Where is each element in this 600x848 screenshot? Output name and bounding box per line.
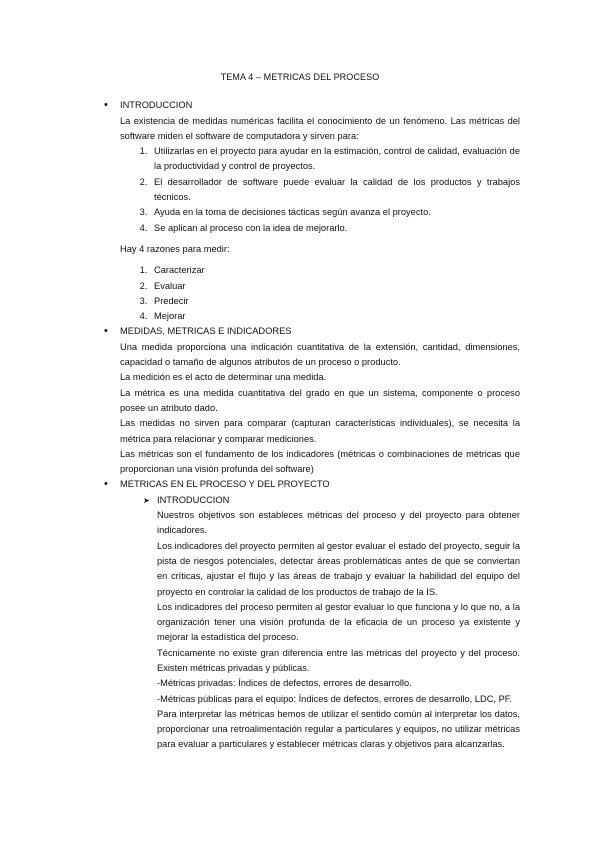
uses-list: [120, 144, 520, 236]
paragraph: Para interpretar las métricas hemos de utilizar el sentido común al interpretar los datos, proporcionar una retroalimentación regular a particulares y equipos, no utilizar métricas para evaluar a particulares y establecer métricas claras y objetivos para alcanzarlas.: [157, 708, 520, 750]
list-item: 3. Predecir: [150, 294, 520, 309]
page-title: TEMA 4 – METRICAS DEL PROCESO: [220, 72, 380, 82]
list-item: 1. Utilizarlas en el proyecto para ayudar en la estimación, control de calidad, evaluación de la productividad y control de proyectos.: [150, 144, 520, 175]
list-item: 2. Evaluar: [150, 279, 520, 294]
sub-heading-introduccion: [143, 493, 520, 508]
list-item: 4. Se aplican al proceso con la idea de mejorarlo.: [150, 221, 520, 236]
paragraph: Una medida proporciona una indicación cuantitativa de la extensión, cantidad, dimensiones, capacidad o tamaño de algunos atributos de un proceso o producto.: [120, 341, 520, 368]
paragraph: Nuestros objetivos son estableces métricas del proceso y del proyecto para obtener indicadores.: [157, 510, 520, 536]
paragraph: La medición es el acto de determinar una medida.: [120, 372, 327, 383]
list-item: 3. Ayuda en la toma de decisiones tácticas según avanza el proyecto.: [150, 205, 520, 220]
paragraph: Los indicadores del proceso permiten al gestor evaluar lo que funciona y lo que no, a la organización tener una visión profunda de la eficacia de un proceso ya existente y mejorar la estadística del proceso.: [157, 601, 520, 643]
section-heading-medidas: • MEDIDAS, METRICAS E INDICADORES: [120, 324, 520, 339]
list-item: 1. Caracterizar: [150, 263, 520, 278]
paragraph: Los indicadores del proyecto permiten al gestor evaluar el estado del proyecto, seguir la pista de riesgos potenciales, detectar áreas problemáticas antes de que se conviertan en críticas, ajustar el flujo y las áreas de trabajo y evaluar la habilidad del equipo del proyecto en controlar la calidad de los productos de trabajo de la IS.: [157, 540, 520, 597]
paragraph: Técnicamente no existe gran diferencia entre las métricas del proyecto y del proceso. Existen métricas privadas y públicas.: [157, 647, 520, 673]
arrow-bullet-icon: ➤: [143, 495, 150, 505]
sub-heading-label: INTRODUCCION: [157, 494, 230, 505]
section-heading-introduccion: • INTRODUCCION: [120, 98, 520, 113]
section-heading-metricas-proceso: • METRICAS EN EL PROCESO Y DEL PROYECTO: [120, 477, 520, 492]
paragraph: -Métricas privadas: Índices de defectos, errores de desarrollo.: [157, 678, 412, 689]
list-item: 4. Mejorar: [150, 309, 520, 324]
paragraph: La métrica es una medida cuantitativa del grado en que un sistema, componente o proceso posee un atributo dado.: [120, 387, 520, 413]
list-item: 2. El desarrollador de software puede evaluar la calidad de los productos y trabajos técnicos.: [150, 175, 520, 206]
sub-section-body: [157, 508, 520, 753]
paragraph: Las medidas no sirven para comparar (capturan características individuales), se necesita la métrica para relacionar y comparar mediciones.: [120, 418, 520, 444]
paragraph: Las métricas son el fundamento de los indicadores (métricas o combinaciones de métricas que proporcionan una visión profunda del software): [120, 448, 520, 475]
intro-paragraph: La existencia de medidas numéricas facilita el conocimiento de un fenómeno. Las métricas del software miden el software de computadora y sirven para:: [120, 115, 520, 141]
paragraph: -Métricas públicas para el equipo: Índices de defectos, errores de desarrollo, LDC, PF.: [157, 693, 513, 704]
reasons-label: Hay 4 razones para medir:: [120, 243, 230, 254]
reasons-list: [120, 263, 520, 324]
